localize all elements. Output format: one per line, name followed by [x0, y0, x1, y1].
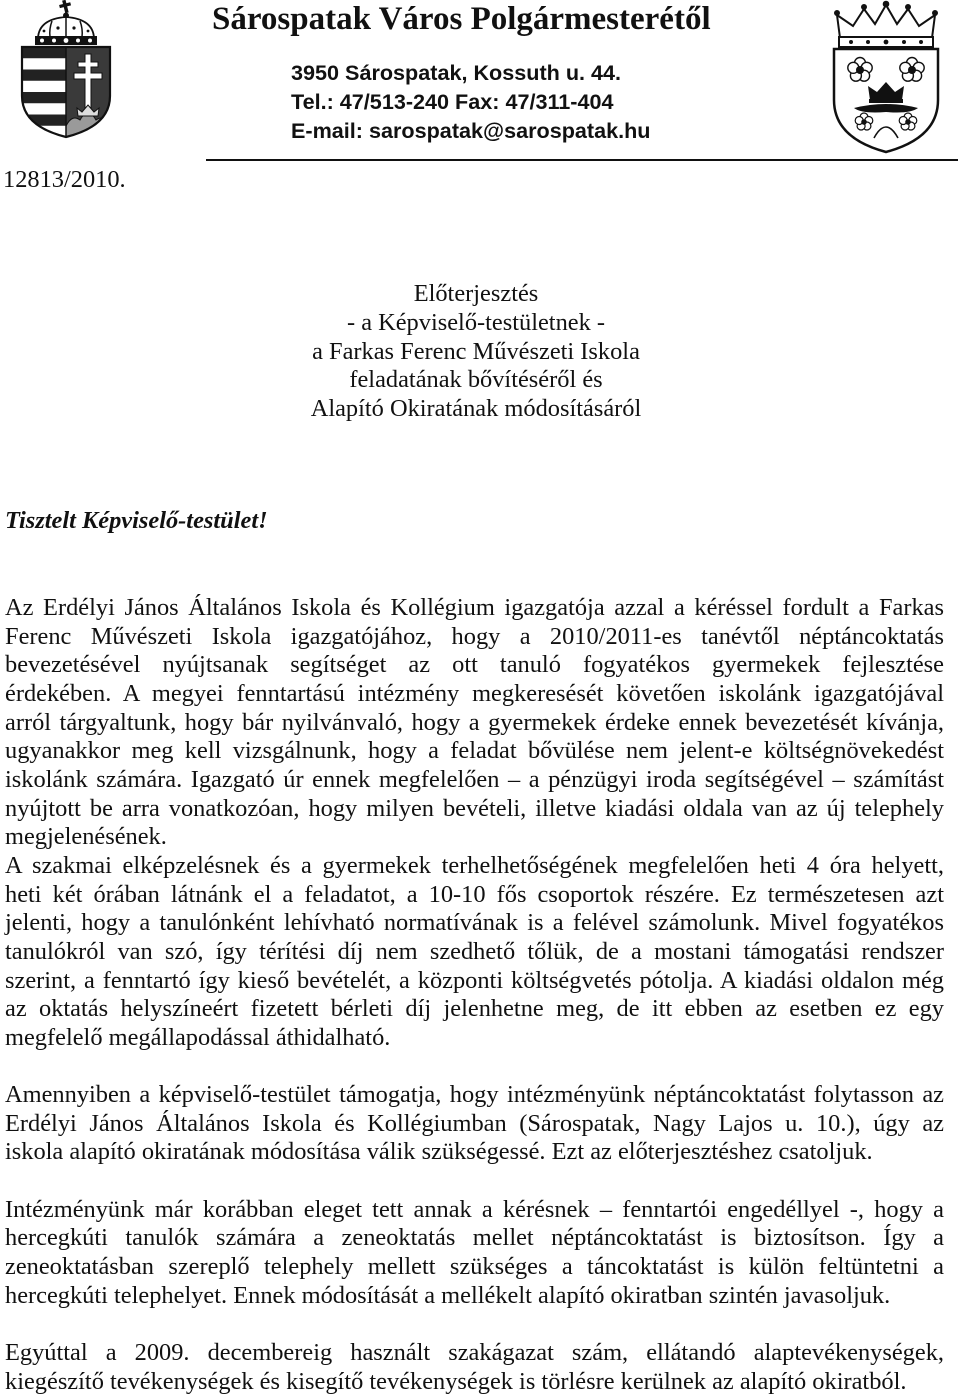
text-line: megfelelő megállapodással áthidalható. [5, 1023, 391, 1051]
text-line: zeneoktatásban szereplő telephely mellett szükséges a táncoktatást is külön feltüntetni a [5, 1253, 944, 1281]
paragraph [5, 852, 944, 1053]
text-line: nyújtott be arra vonatkozóan, hogy milyen bevételi, illetve kiadási oldala van az új telephely [5, 794, 944, 822]
text-line: hercegkúti tanulók számára a zeneoktatás mellet néptáncoktatást is biztosítson. Így a [5, 1224, 944, 1252]
text-line: Az Erdélyi János Általános Iskola és Kollégium igazgatója azzal a kéréssel fordult a Farkas [5, 594, 944, 621]
text-line: Ferenc Művészeti Iskola igazgatójához, hogy a 2010/2011-es tanévtől néptáncoktatás [5, 622, 944, 650]
text-line: iskolánk számára. Igazgató úr ennek megfelelően – a pénzügyi iroda segítségével – számítást [5, 765, 944, 793]
proposal-title-line: Előterjesztés [413, 280, 539, 307]
text-line: kiegészítő tevékenységek és kisegítő tevékenységek is törlésre kerülnek az alapító okiratból. [5, 1367, 907, 1395]
proposal-title-line: a Farkas Ferenc Művészeti Iskola [312, 337, 640, 365]
paragraph [5, 1081, 944, 1167]
text-line: megjelenésének. [5, 823, 167, 851]
text-line: Egyúttal a 2009. decembereig használt szakágazat szám, ellátandó alaptevékenységek, [5, 1339, 944, 1367]
email-line: E-mail: sarospatak@sarospatak.hu [291, 118, 651, 143]
salutation: Tisztelt Képviselő-testület! [5, 507, 268, 534]
header-divider [206, 159, 958, 161]
text-line: hercegkúti telephelyet. Ennek módosítását a mellékelt alapító okiratban szintén javasoljuk. [5, 1281, 891, 1309]
text-line: Intézményünk már korábban eleget tett annak a kérésnek – fenntartói engedéllyel -, hogy a [5, 1195, 944, 1223]
hungarian-coat-of-arms-icon [14, 0, 118, 140]
proposal-title-line: Alapító Okiratának módosításáról [310, 395, 642, 422]
text-line: arról tárgyaltunk, hogy bár nyilvánvaló, hogy a gyermekek érdeke ennek bevezetését kívánja, [5, 708, 944, 736]
phone-fax-line: Tel.: 47/513-240 Fax: 47/311-404 [291, 89, 614, 114]
issuer-title: Sárospatak Város Polgármesterétől [212, 1, 711, 37]
proposal-title [5, 280, 947, 424]
text-line: A szakmai elképzelésnek és a gyermekek terhelhetőségének megfelelően heti 4 óra helyett, [5, 851, 944, 879]
text-line: ugyanakkor meg kell vizsgálnunk, hogy a feladat bővülése nem jelent-e költségnövekedést [5, 737, 944, 765]
proposal-title-line: - a Képviselő-testületnek - [346, 308, 606, 336]
text-line: Erdélyi János Általános Iskola és Kollégiumban (Sárospatak, Nagy Lajos u. 10.), úgy az [5, 1109, 944, 1137]
reference-number: 12813/2010. [3, 166, 126, 193]
body-text [5, 594, 944, 1396]
proposal-title-line: feladatának bővítéséről és [349, 366, 603, 394]
text-line: iskola alapító okiratának módosítása válik szükségessé. Ezt az előterjesztéshez csatoljuk. [5, 1138, 873, 1166]
text-line: heti két órában látnánk el a feladatot, a 10-10 fős csoportok részére. Ez természetesen azt [5, 880, 944, 908]
text-line: Amennyiben a képviselő-testület támogatja, hogy intézményünk néptáncoktatást folytasson az [5, 1081, 944, 1109]
text-line: tanulókról van szó, így térítési díj nem szedhető tőlük, de a mostani támogatási rendszer [5, 937, 944, 965]
paragraph [5, 594, 944, 852]
paragraph [5, 1339, 944, 1396]
text-line: jelenti, hogy a tanulónként lehívható normatívának is a felével számolunk. Mivel fogyatékos [5, 909, 944, 937]
text-line: szerint, a fenntartó így kieső bevételét, a központi költségvetés pótolja. A kiadási oldalon még [5, 966, 944, 994]
sarospatak-coat-of-arms-icon [824, 0, 948, 154]
text-line: az oktatás helyszíneért fizetett bérleti díj jelenhetne meg, de itt ebben az esetben ez egy [5, 995, 944, 1023]
contact-block [291, 58, 651, 145]
text-line: érdekében. A megyei fenntartású intézmény megkeresését követően iskolánk igazgatójával [5, 679, 944, 707]
address-line: 3950 Sárospatak, Kossuth u. 44. [291, 60, 622, 85]
paragraph [5, 1196, 944, 1311]
text-line: bevezetésével nyújtsanak segítséget az ott tanuló fogyatékos gyermekek fejlesztése [5, 651, 944, 679]
